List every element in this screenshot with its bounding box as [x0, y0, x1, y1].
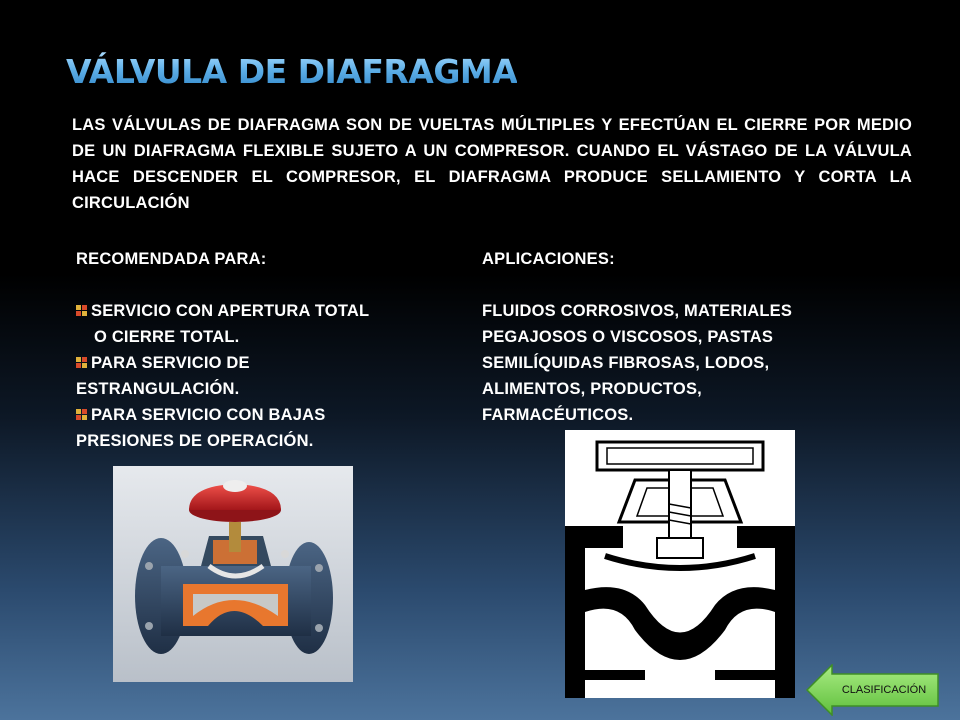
clasificacion-nav-button[interactable]: [806, 664, 940, 716]
applications-line: SEMILÍQUIDAS FIBROSAS, LODOS,: [482, 354, 770, 372]
applications-heading: APLICACIONES:: [482, 250, 615, 268]
recommended-item-line2: O CIERRE TOTAL.: [94, 328, 240, 346]
applications-line: FARMACÉUTICOS.: [482, 406, 634, 424]
valve-cross-section-diagram: [565, 430, 795, 698]
applications-line: ALIMENTOS, PRODUCTOS,: [482, 380, 702, 398]
recommended-item-line2: ESTRANGULACIÓN.: [76, 380, 240, 398]
recommended-item: [76, 350, 461, 402]
recommended-item: [76, 402, 461, 454]
checker-square-bullet-icon: [76, 357, 87, 369]
valve-cutaway-photo: [113, 466, 353, 682]
applications-line: FLUIDOS CORROSIVOS, MATERIALES: [482, 302, 793, 320]
applications-line: PEGAJOSOS O VISCOSOS, PASTAS: [482, 328, 774, 346]
page-title: VÁLVULA DE DIAFRAGMA: [66, 52, 518, 91]
recommended-item-line2: PRESIONES DE OPERACIÓN.: [76, 432, 314, 450]
recommended-item-line1: PARA SERVICIO DE: [91, 354, 250, 372]
recommended-item-line1: PARA SERVICIO CON BAJAS: [91, 406, 326, 424]
applications-section: [482, 246, 882, 428]
checker-square-bullet-icon: [76, 409, 87, 421]
intro-paragraph: LAS VÁLVULAS DE DIAFRAGMA SON DE VUELTAS MÚLTIPLES Y EFECTÚAN EL CIERRE POR MEDIO DE UN DIAFRAGMA FLEXIBLE SUJETO A UN COMPRESOR. CUANDO EL VÁSTAGO DE LA VÁLVULA HACE DESCENDER EL COMPRESOR, EL DIAFRAGMA PRODUCE SELLAMIENTO Y CORTA LA CIRCULACIÓN: [72, 116, 912, 212]
checker-square-bullet-icon: [76, 305, 87, 317]
recommended-heading: RECOMENDADA PARA:: [76, 250, 267, 268]
recommended-item: [76, 298, 461, 350]
recommended-section: [76, 246, 461, 454]
recommended-item-line1: SERVICIO CON APERTURA TOTAL: [91, 302, 370, 320]
nav-label: CLASIFICACIÓN: [841, 684, 927, 696]
